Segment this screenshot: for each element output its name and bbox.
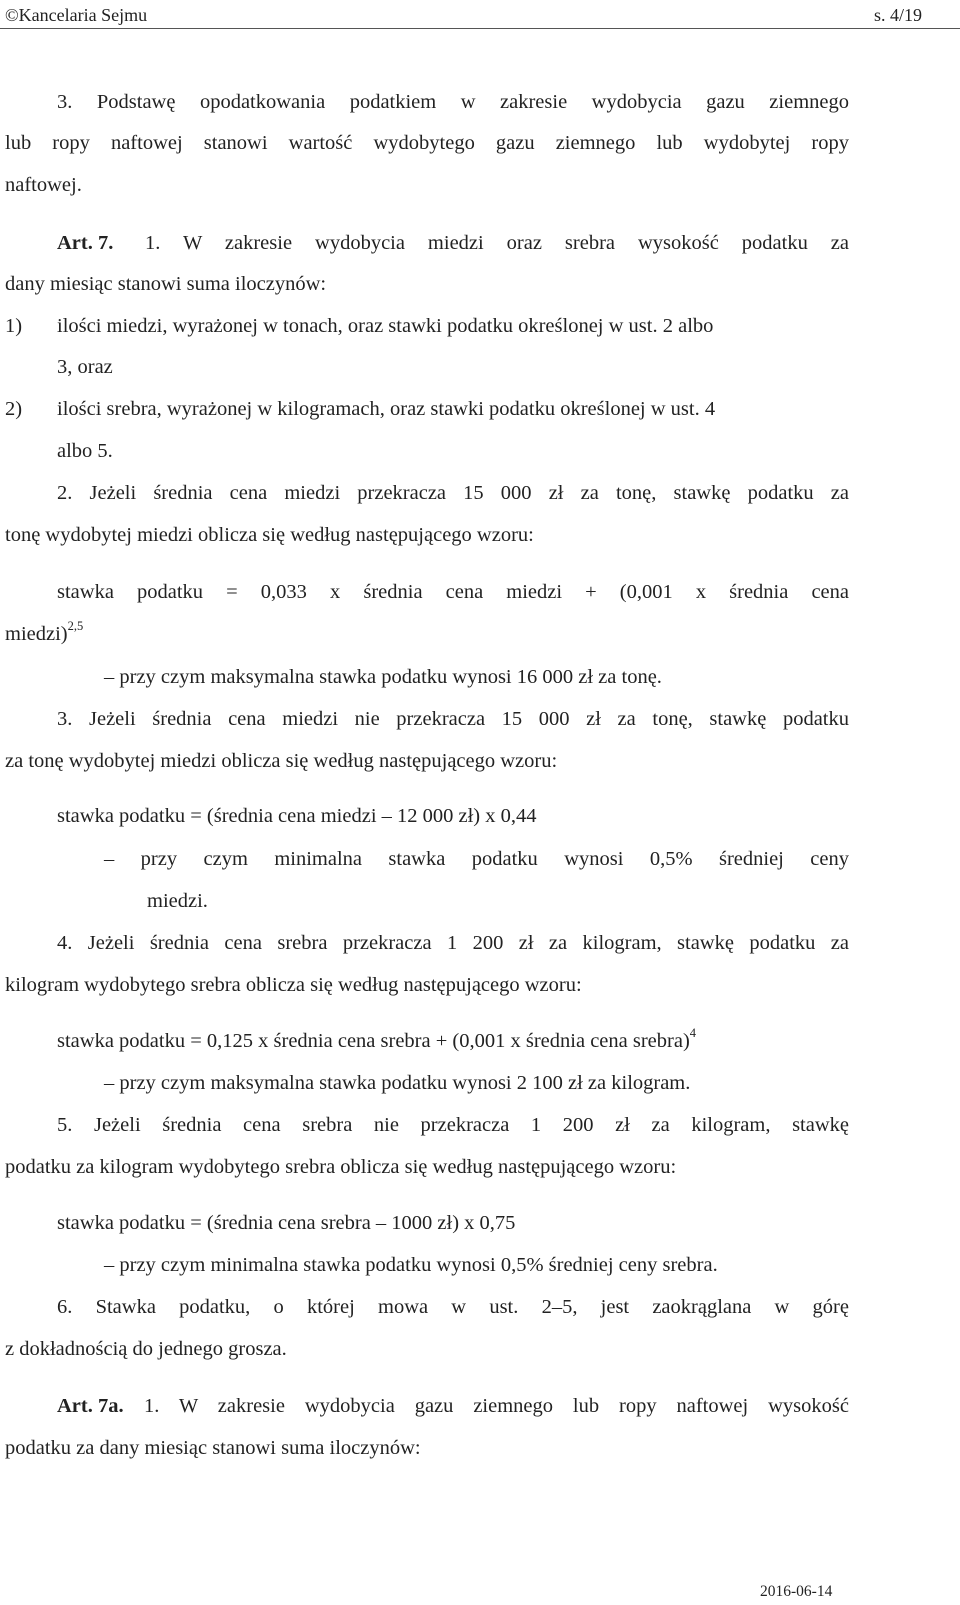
exponent: 2,5 [67, 619, 84, 633]
text-line: 3. Jeżeli średnia cena miedzi nie przekracza 15 000 zł za tonę, stawkę podatku [57, 708, 849, 730]
text-line: za tonę wydobytej miedzi oblicza się według następującego wzoru: [5, 750, 558, 772]
text-line: naftowej. [5, 174, 82, 196]
text-line: 4. Jeżeli średnia cena srebra przekracza 1 200 zł za kilogram, stawkę podatku za [57, 932, 849, 954]
text-line: – przy czym minimalna stawka podatku wynosi 0,5% średniej ceny srebra. [104, 1254, 718, 1276]
article-heading: Art. 7a. [57, 1395, 124, 1417]
formula-line: stawka podatku = (średnia cena miedzi – 12 000 zł) x 0,44 [57, 805, 537, 827]
header-rule [0, 28, 960, 29]
text-line: lub ropy naftowej stanowi wartość wydobytego gazu ziemnego lub wydobytej ropy [5, 132, 849, 154]
header-page-number: s. 4/19 [874, 5, 923, 25]
text-line: z dokładnością do jednego grosza. [5, 1338, 287, 1360]
text-line: 2. Jeżeli średnia cena miedzi przekracza 15 000 zł za tonę, stawkę podatku za [57, 482, 849, 504]
text-line: ilości miedzi, wyrażonej w tonach, oraz stawki podatku określonej w ust. 2 albo [57, 315, 714, 337]
formula-line: stawka podatku = 0,033 x średnia cena miedzi + (0,001 x średnia cena [57, 581, 849, 603]
exponent: 4 [689, 1026, 697, 1040]
text-line: ilości srebra, wyrażonej w kilogramach, oraz stawki podatku określonej w ust. 4 [57, 398, 716, 420]
formula-line [5, 621, 83, 649]
text-line: 6. Stawka podatku, o której mowa w ust. 2–5, jest zaokrąglana w górę [57, 1296, 849, 1318]
text-line: tonę wydobytej miedzi oblicza się według następującego wzoru: [5, 524, 534, 546]
list-number: 2) [5, 398, 23, 420]
text-line: dany miesiąc stanowi suma iloczynów: [5, 273, 327, 295]
text-line: 3. Podstawę opodatkowania podatkiem w zakresie wydobycia gazu ziemnego [57, 91, 849, 113]
text-line: – przy czym maksymalna stawka podatku wynosi 2 100 zł za kilogram. [104, 1072, 691, 1094]
formula-line [57, 1028, 696, 1056]
text-line: 1. W zakresie wydobycia miedzi oraz srebra wysokość podatku za [145, 232, 849, 254]
list-number: 1) [5, 315, 23, 337]
text-line: 1. W zakresie wydobycia gazu ziemnego lub ropy naftowej wysokość [144, 1395, 849, 1417]
text-line: miedzi. [147, 890, 208, 912]
text-line: – przy czym minimalna stawka podatku wynosi 0,5% średniej ceny [104, 848, 849, 870]
text-line: 3, oraz [57, 356, 113, 378]
text-line: podatku za dany miesiąc stanowi suma iloczynów: [5, 1437, 421, 1459]
formula-text: stawka podatku = 0,125 x średnia cena srebra + (0,001 x średnia cena srebra) [57, 1030, 690, 1052]
text-line: 5. Jeżeli średnia cena srebra nie przekracza 1 200 zł za kilogram, stawkę [57, 1114, 849, 1136]
header-source: ©Kancelaria Sejmu [5, 5, 148, 25]
formula-line: stawka podatku = (średnia cena srebra – 1000 zł) x 0,75 [57, 1212, 516, 1234]
article-heading: Art. 7. [57, 232, 114, 254]
text-line: albo 5. [57, 440, 113, 462]
footer-date: 2016-06-14 [760, 1583, 833, 1600]
text-line: podatku za kilogram wydobytego srebra oblicza się według następującego wzoru: [5, 1156, 677, 1178]
formula-text: miedzi) [5, 623, 68, 645]
text-line: – przy czym maksymalna stawka podatku wynosi 16 000 zł za tonę. [104, 666, 662, 688]
text-line: kilogram wydobytego srebra oblicza się według następującego wzoru: [5, 974, 582, 996]
